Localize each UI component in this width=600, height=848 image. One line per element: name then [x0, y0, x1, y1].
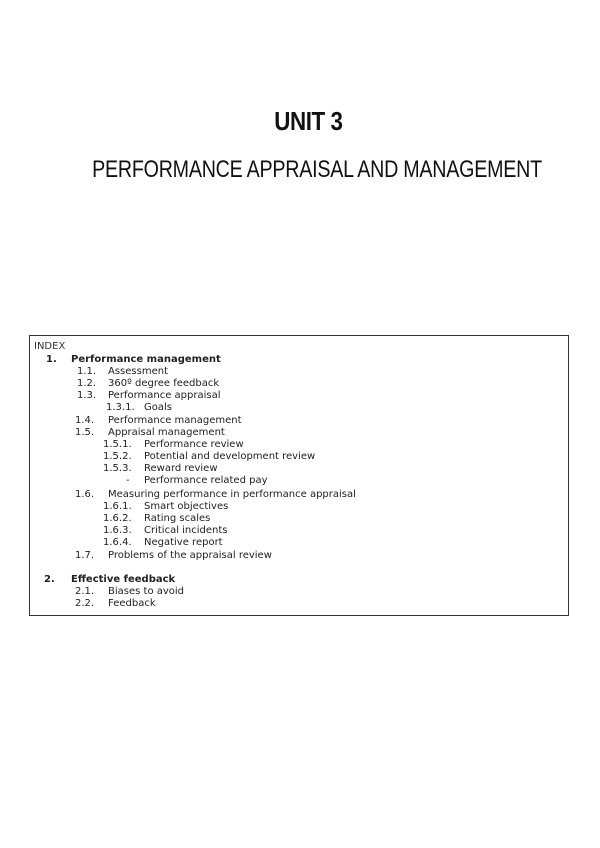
index-entry-number: 1.7. [75, 550, 95, 561]
index-entry-text: Biases to avoid [108, 586, 185, 597]
index-entry-text: Reward review [144, 463, 218, 474]
subject-title: PERFORMANCE APPRAISAL AND MANAGEMENT [92, 156, 542, 183]
index-entry-text: Appraisal management [108, 427, 225, 438]
index-entry-number: 1.3.1. [106, 402, 135, 413]
index-entry-number: 1.6. [75, 489, 95, 500]
index-entry-text: Feedback [108, 598, 156, 609]
index-entry-number: 1.5.1. [103, 439, 132, 450]
index-entry-text: Negative report [144, 537, 223, 548]
index-entry-number: 2.1. [75, 586, 95, 597]
index-entry-text: Measuring performance in performance appraisal [108, 489, 356, 500]
index-entry-number: 2. [44, 574, 55, 585]
index-entry-number: 2.2. [75, 598, 95, 609]
index-entry-number: 1.4. [75, 415, 95, 426]
index-box [29, 335, 569, 616]
index-entry-text: Effective feedback [71, 574, 176, 585]
index-entry-text: Smart objectives [144, 501, 229, 512]
index-entry-text: Performance appraisal [108, 390, 221, 401]
index-label: INDEX [34, 341, 66, 352]
index-entry-number: 1.1. [77, 366, 97, 377]
index-entry-text: Critical incidents [144, 525, 228, 536]
index-entry-text: Performance management [71, 354, 221, 365]
index-entry-number: 1.2. [77, 378, 97, 389]
index-entry-number: 1. [46, 354, 57, 365]
index-entry-number: 1.5. [75, 427, 95, 438]
index-entry-text: Potential and development review [144, 451, 316, 462]
index-entry-text: Goals [144, 402, 172, 413]
index-entry-text: Performance review [144, 439, 244, 450]
index-entry-number: 1.5.3. [103, 463, 132, 474]
index-entry-text: 360º degree feedback [108, 378, 220, 389]
index-entry-text: Performance management [108, 415, 242, 426]
index-entry-bullet: - [126, 475, 130, 486]
index-entry-text: Assessment [108, 366, 168, 377]
index-entry-number: 1.5.2. [103, 451, 132, 462]
index-entry-number: 1.6.1. [103, 501, 132, 512]
index-entry-text: Problems of the appraisal review [108, 550, 272, 561]
unit-title: UNIT 3 [274, 106, 343, 136]
index-entry-number: 1.6.2. [103, 513, 132, 524]
index-entry-text: Performance related pay [144, 475, 268, 486]
index-entry-number: 1.6.4. [103, 537, 132, 548]
index-entry-text: Rating scales [144, 513, 211, 524]
index-entry-number: 1.6.3. [103, 525, 132, 536]
index-entry-number: 1.3. [77, 390, 97, 401]
